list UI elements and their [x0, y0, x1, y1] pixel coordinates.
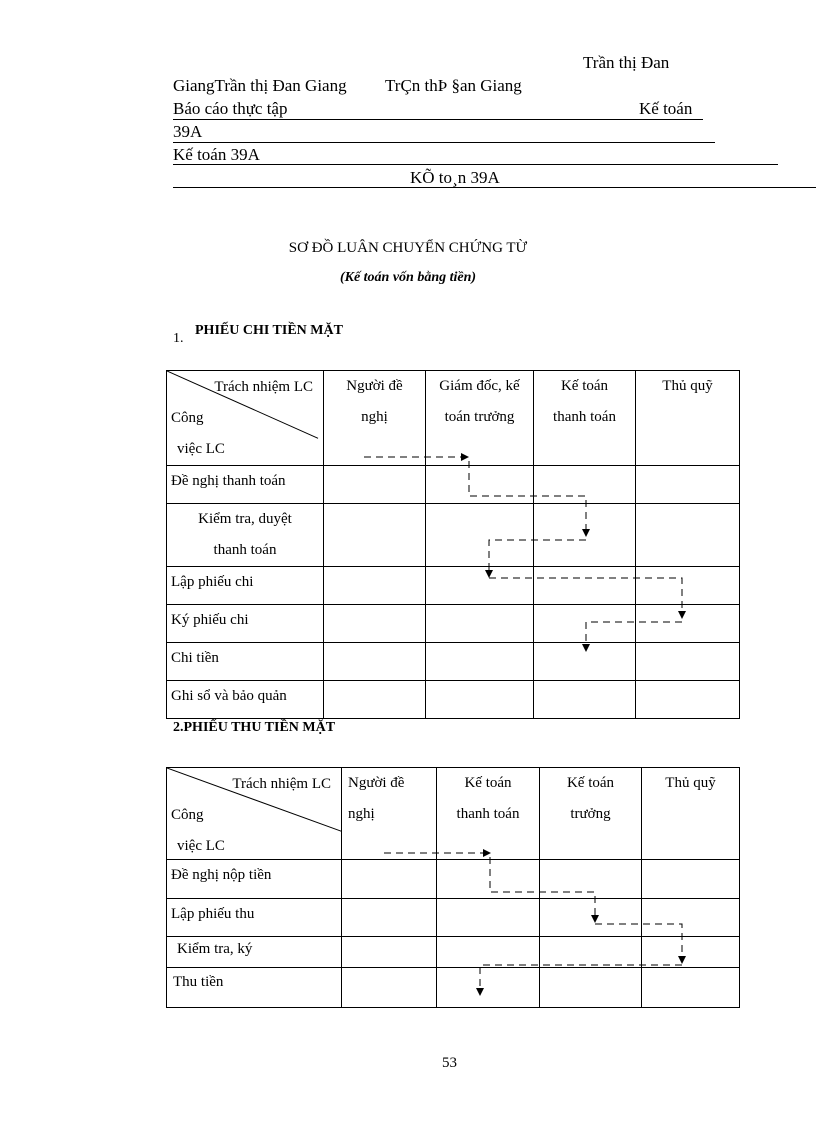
row-label: Chi tiền: [167, 643, 324, 681]
table-2-corner-cell: [167, 768, 342, 860]
column-header-proposer: Người đề nghị: [342, 768, 437, 860]
corner-label-mid: Công: [171, 410, 204, 426]
row-label: Kiểm tra, duyệt thanh toán: [167, 504, 324, 567]
corner-label-mid: Công: [171, 807, 204, 823]
column-header-director: Giám đốc, kế toán trưởng: [426, 371, 534, 466]
page-subtitle: (Kế toán vốn bằng tiền): [339, 270, 477, 285]
row-label: Ghi sổ và bảo quản: [167, 681, 324, 719]
page-number: 53: [442, 1055, 457, 1071]
header-rule-2: [173, 142, 715, 143]
column-header-cashier: Thủ quỹ: [636, 371, 740, 466]
corner-label-bottom: việc LC: [177, 441, 225, 457]
header-author-encoded: TrÇn thÞ §an Giang: [385, 76, 522, 95]
header-class-encoded: KÕ to¸n 39A: [410, 168, 500, 187]
header-class-full: Kế toán 39A: [173, 145, 260, 164]
header-rule-4: [173, 187, 816, 188]
section-1-number: 1.: [173, 331, 184, 346]
column-header-cashier: Thủ quỹ: [642, 768, 740, 860]
table-payment-voucher: [166, 370, 740, 719]
corner-label-bottom: việc LC: [177, 838, 225, 854]
row-label: Đề nghị thanh toán: [167, 466, 324, 504]
table-1-corner-cell: [167, 371, 324, 466]
row-label: Lập phiếu chi: [167, 567, 324, 605]
header-rule-3: [173, 164, 778, 165]
header-rule-1: [173, 119, 703, 120]
corner-label-top: Trách nhiệm LC: [232, 776, 331, 792]
header-author-repeat: GiangTrần thị Đan Giang: [173, 76, 347, 95]
corner-label-top: Trách nhiệm LC: [214, 379, 313, 395]
row-label: Lập phiếu thu: [167, 899, 342, 937]
header-author-line: Trần thị Đan: [583, 53, 670, 72]
row-label: Ký phiếu chi: [167, 605, 324, 643]
column-header-payment-accountant: Kế toán thanh toán: [437, 768, 540, 860]
row-label: Đề nghị nộp tiền: [167, 860, 342, 899]
column-header-proposer: Người đề nghị: [324, 371, 426, 466]
page-title: SƠ ĐỒ LUÂN CHUYỂN CHỨNG TỪ: [288, 240, 528, 256]
header-department: Kế toán: [639, 99, 693, 118]
section-2-heading: 2.PHIẾU THU TIỀN MẶT: [173, 720, 336, 735]
section-1-heading: PHIẾU CHI TIỀN MẶT: [195, 323, 343, 338]
column-header-chief-accountant: Kế toán trưởng: [540, 768, 642, 860]
table-receipt-voucher: [166, 767, 740, 1008]
header-report-title: Báo cáo thực tập: [173, 99, 288, 118]
row-label: Thu tiền: [167, 968, 342, 1008]
column-header-payment-accountant: Kế toán thanh toán: [534, 371, 636, 466]
header-class: 39A: [173, 122, 203, 141]
row-label: Kiểm tra, ký: [167, 937, 342, 968]
